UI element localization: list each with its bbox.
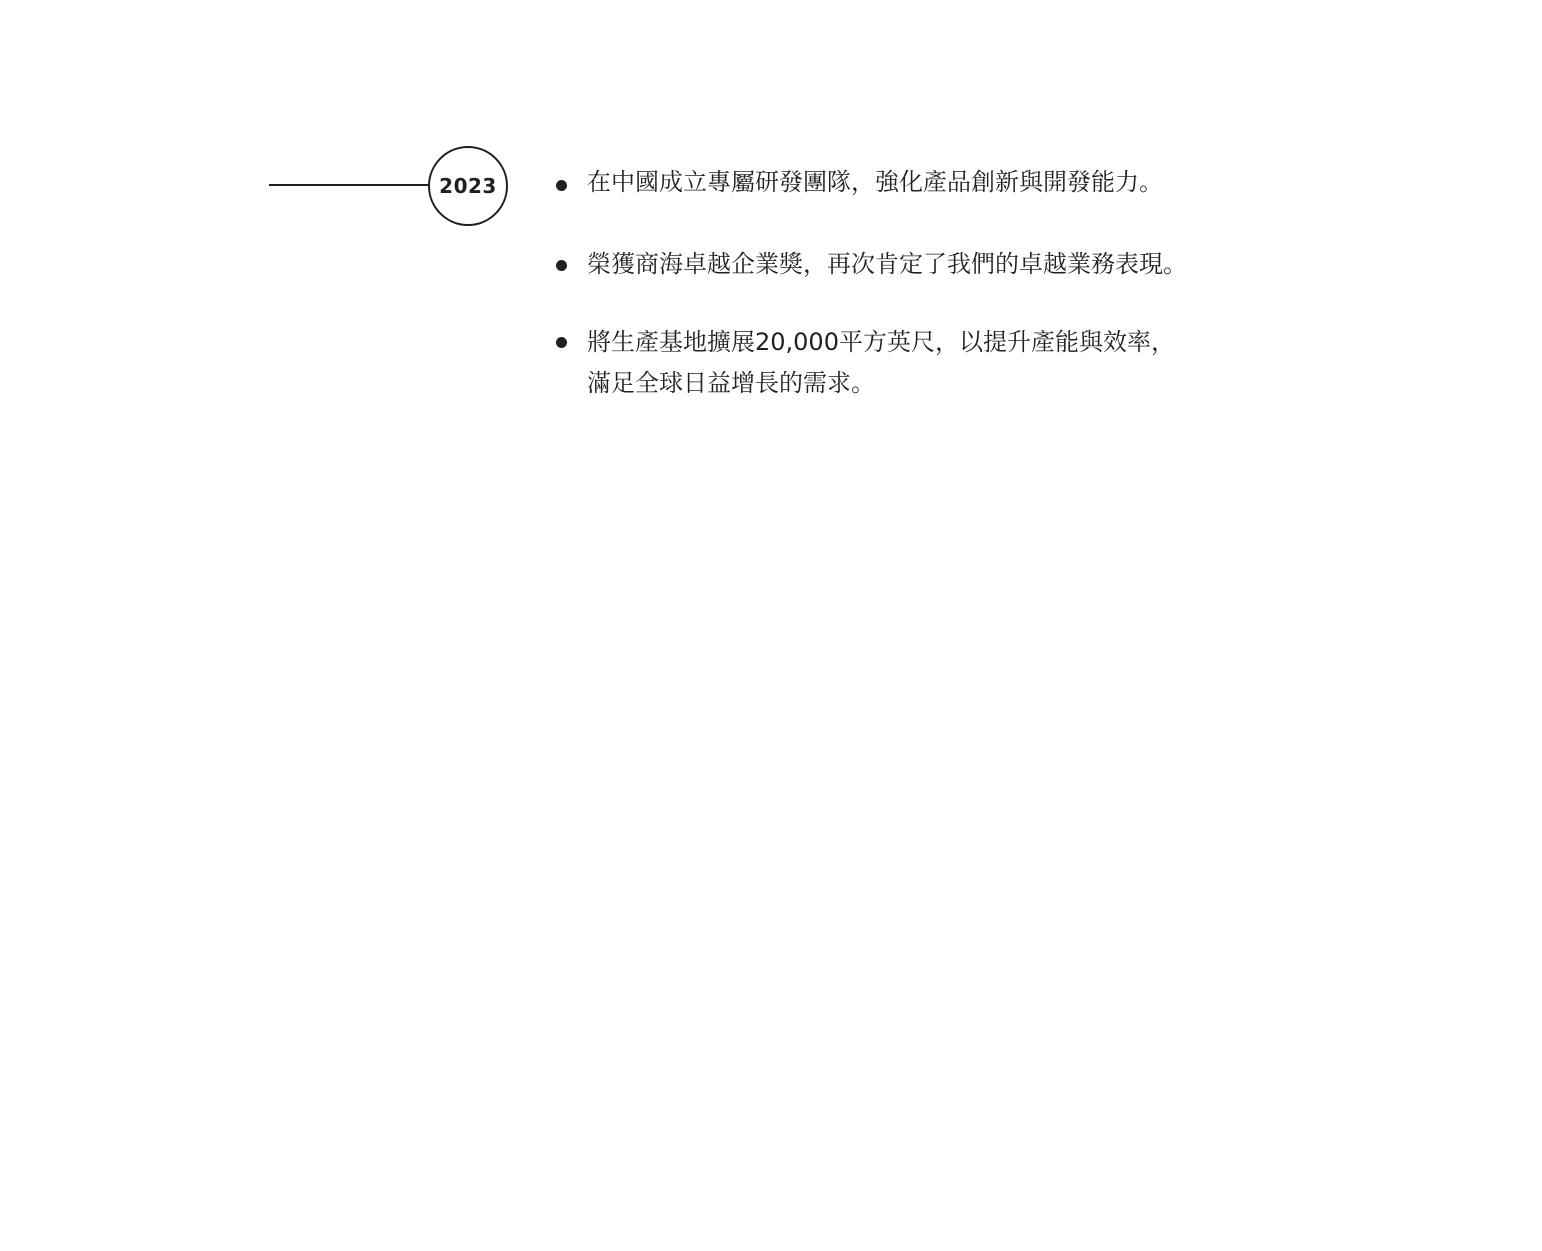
year-label: 2023 — [439, 174, 497, 198]
bullet-icon — [556, 337, 567, 348]
milestone-text: 將生產基地擴展20,000平方英尺，以提升產能與效率， 滿足全球日益增長的需求。 — [587, 328, 1175, 397]
bullet-icon — [556, 260, 567, 271]
timeline-connector-line — [269, 184, 430, 186]
milestone-text: 榮獲商海卓越企業獎，再次肯定了我們的卓越業務表現。 — [587, 250, 1187, 278]
milestone-text: 在中國成立專屬研發團隊，強化產品創新與開發能力。 — [587, 168, 1163, 196]
bullet-icon — [556, 180, 567, 191]
year-badge — [428, 146, 508, 226]
